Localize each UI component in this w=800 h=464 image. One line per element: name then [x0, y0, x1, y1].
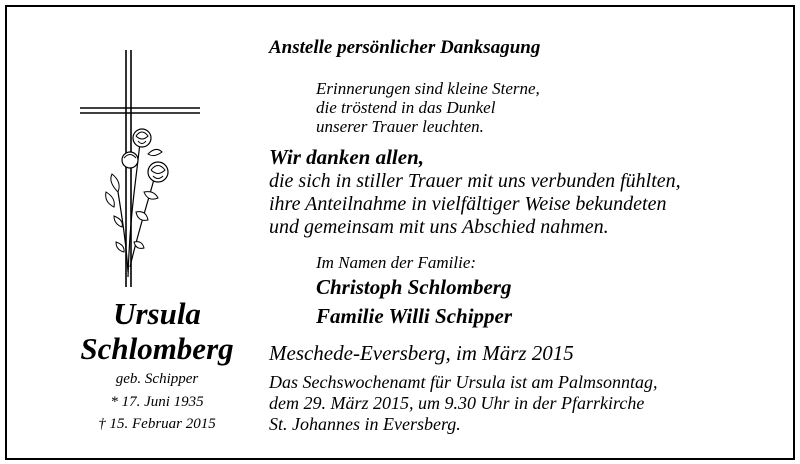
poem-line-1: Erinnerungen sind kleine Sterne, [316, 79, 540, 98]
deceased-first-name: Ursula [113, 296, 201, 331]
poem-line-3: unserer Trauer leuchten. [316, 117, 484, 136]
family-name-2: Familie Willi Schipper [316, 304, 513, 328]
place-date: Meschede-Eversberg, im März 2015 [269, 341, 574, 365]
service-note-line-2: dem 29. März 2015, um 9.30 Uhr in der Pfarrkirche [269, 393, 645, 413]
death-date: † 15. Februar 2015 [98, 416, 216, 432]
service-note-line-3: St. Johannes in Eversberg. [269, 414, 461, 434]
service-note-line-1: Das Sechswochenamt für Ursula ist am Palmsonntag, [269, 372, 658, 392]
notice-heading: Anstelle persönlicher Danksagung [269, 37, 541, 58]
thanks-heading: Wir danken allen, [269, 145, 424, 169]
cross-with-rose-icon [78, 42, 208, 292]
family-name-1: Christoph Schlomberg [316, 275, 512, 299]
thanks-line-1: die sich in stiller Trauer mit uns verbunden fühlten, [269, 170, 681, 192]
thanks-line-2: ihre Anteilnahme in vielfältiger Weise bekundeten [269, 193, 667, 215]
deceased-last-name: Schlomberg [80, 331, 234, 366]
maiden-name: geb. Schipper [115, 371, 199, 387]
birth-date: * 17. Juni 1935 [110, 394, 204, 410]
family-intro: Im Namen der Familie: [316, 253, 477, 272]
thanks-line-3: und gemeinsam mit uns Abschied nahmen. [269, 216, 609, 238]
poem-line-2: die tröstend in das Dunkel [316, 98, 496, 117]
